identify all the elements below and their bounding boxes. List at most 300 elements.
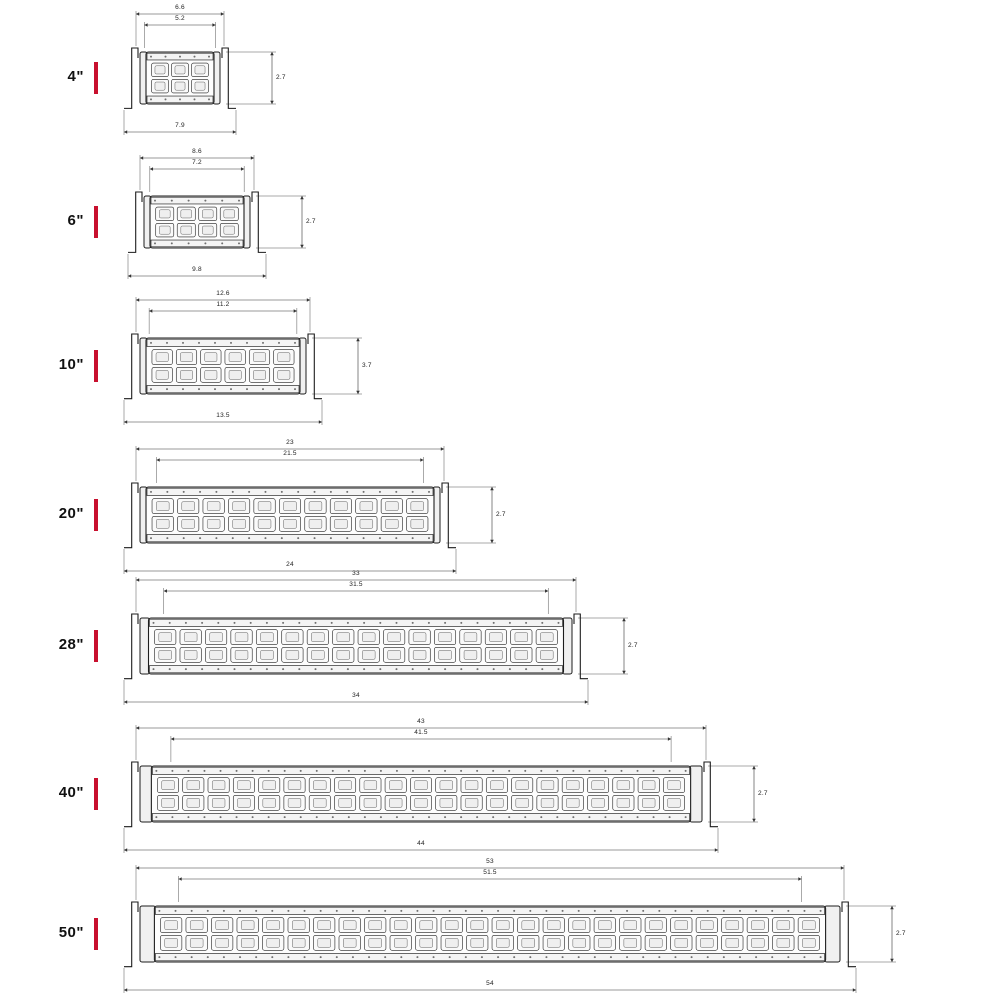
mounting-bracket [124,762,138,827]
led-reflector [284,519,297,528]
led-reflector [364,781,377,790]
led-optic [177,223,195,237]
screw [179,98,181,100]
led-reflector [216,938,229,947]
led-reflector [547,921,560,930]
dimension-height: 2.7 [628,642,638,649]
screw [380,816,382,818]
screw [214,342,216,344]
led-optic [274,367,294,382]
led-optic [587,795,608,810]
led-optic [156,223,174,237]
housing [146,487,434,543]
screw [588,816,590,818]
screw [707,956,709,958]
led-optic [225,367,245,382]
led-optic [157,778,178,793]
led-reflector [388,650,401,659]
led-optic [330,516,351,531]
led-reflector [159,633,172,642]
screw [384,956,386,958]
screw [208,56,210,58]
screw [739,956,741,958]
led-reflector [175,82,185,90]
mounting-bracket [222,48,236,108]
screw [284,770,286,772]
screw [150,342,152,344]
screw [476,816,478,818]
led-reflector [675,938,688,947]
screw [165,98,167,100]
screw [578,910,580,912]
screw [171,242,173,244]
screw [166,342,168,344]
dimension-top-inner: 51.5 [483,869,497,876]
led-optic [383,630,404,645]
led-reflector [566,798,579,807]
screw [252,770,254,772]
led-optic [284,795,305,810]
screw [481,956,483,958]
led-reflector [202,210,213,218]
screw [562,910,564,912]
screw [368,910,370,912]
screw [346,491,348,493]
screw [508,816,510,818]
led-optic [390,918,411,933]
led-optic [467,935,488,950]
led-optic [155,630,176,645]
screw [820,956,822,958]
led-optic [511,630,532,645]
screw [669,770,671,772]
end-cap-right [243,196,250,248]
screw [525,668,527,670]
led-optic [663,795,684,810]
screw [653,816,655,818]
led-optic [201,350,221,365]
dimension-bottom: 44 [417,840,425,847]
screw [330,491,332,493]
row-accent-mark [94,206,98,238]
led-optic [237,935,258,950]
led-optic [536,630,557,645]
led-optic [536,647,557,662]
housing [151,766,690,822]
mounting-bracket [308,334,322,399]
led-optic [773,935,794,950]
led-optic [385,778,406,793]
screw [540,770,542,772]
led-reflector [190,921,203,930]
screw [150,491,152,493]
screw [525,622,527,624]
screw [557,622,559,624]
led-reflector [726,921,739,930]
screw [221,242,223,244]
led-reflector [286,633,299,642]
screw [298,668,300,670]
screw [230,388,232,390]
led-optic [460,647,481,662]
led-reflector [617,781,630,790]
led-reflector [278,370,290,379]
led-optic [262,935,283,950]
led-optic [199,207,217,221]
screw [492,770,494,772]
led-optic [537,795,558,810]
screw [271,910,273,912]
screw [183,537,185,539]
led-reflector [165,921,178,930]
led-optic [313,935,334,950]
screw [171,816,173,818]
led-reflector [180,370,192,379]
led-optic [157,795,178,810]
screw [336,956,338,958]
led-optic [512,778,533,793]
led-optic [407,499,428,514]
screw [217,622,219,624]
led-optic [356,499,377,514]
led-reflector [253,370,265,379]
led-reflector [491,798,504,807]
led-optic [383,647,404,662]
led-reflector [229,353,241,362]
dimension-top-outer: 23 [286,439,294,446]
screw [236,770,238,772]
screw [497,910,499,912]
led-optic [231,647,252,662]
housing [146,52,214,104]
led-reflector [415,798,428,807]
mounting-bracket [124,48,138,108]
led-reflector [369,938,382,947]
end-cap-left [140,52,147,104]
screw [238,200,240,202]
screw [223,956,225,958]
screw [433,956,435,958]
led-reflector [445,938,458,947]
screw [363,668,365,670]
led-optic [205,630,226,645]
led-optic [381,516,402,531]
led-optic [671,935,692,950]
led-reflector [311,633,324,642]
mounting-bracket [124,902,138,967]
led-reflector [229,370,241,379]
end-cap-left [140,906,155,962]
led-reflector [515,633,528,642]
screw [416,956,418,958]
led-reflector [385,519,398,528]
led-optic [305,516,326,531]
led-optic [518,918,539,933]
row-size-label: 20" [58,505,84,522]
screw [626,956,628,958]
bottom-rail [151,240,243,247]
screw [685,816,687,818]
screw [449,956,451,958]
screw [460,770,462,772]
screw [268,816,270,818]
row-accent-mark [94,350,98,382]
led-reflector [181,210,192,218]
led-reflector [267,938,280,947]
led-optic [613,778,634,793]
end-cap-right [825,906,840,962]
led-reflector [413,633,426,642]
screw [150,537,152,539]
top-rail [151,197,243,204]
screw [294,388,296,390]
led-reflector [182,502,195,511]
led-optic [381,499,402,514]
led-optic [339,918,360,933]
led-optic [220,223,238,237]
led-optic [486,795,507,810]
screw [556,770,558,772]
screw [166,388,168,390]
led-reflector [515,650,528,659]
led-reflector [207,502,220,511]
led-optic [237,918,258,933]
screw [347,668,349,670]
end-cap-right [562,618,572,674]
screw [217,668,219,670]
led-reflector [360,519,373,528]
led-reflector [649,921,662,930]
led-optic [441,935,462,950]
screw [194,56,196,58]
screw [150,388,152,390]
screw [314,537,316,539]
led-reflector [540,633,553,642]
led-optic [360,795,381,810]
led-optic [256,647,277,662]
led-optic [180,647,201,662]
bottom-rail [147,96,213,103]
led-reflector [156,519,169,528]
led-reflector [411,502,424,511]
led-optic [722,935,743,950]
screw [363,622,365,624]
led-reflector [726,938,739,947]
screw [154,200,156,202]
led-reflector [207,519,220,528]
led-reflector [411,519,424,528]
screw [545,956,547,958]
led-optic [309,795,330,810]
led-optic [360,778,381,793]
screw [820,910,822,912]
led-optic [562,795,583,810]
screw [395,491,397,493]
led-reflector [205,353,217,362]
screw [158,956,160,958]
bottom-rail [147,535,433,542]
screw [588,770,590,772]
screw [281,537,283,539]
screw [255,956,257,958]
end-cap-right [299,338,306,394]
screw [642,910,644,912]
light-bar-graphic [124,483,456,548]
light-bar-graphic [124,902,856,967]
screw [364,816,366,818]
led-reflector [369,921,382,930]
screw [771,910,773,912]
screw [465,956,467,958]
housing [154,906,825,962]
led-reflector [309,519,322,528]
screw [379,668,381,670]
led-optic [537,778,558,793]
screw [620,770,622,772]
led-reflector [181,226,192,234]
end-cap-left [140,766,152,822]
screw [185,668,187,670]
screw [465,910,467,912]
screw [787,910,789,912]
dimension-top-inner: 21.5 [283,450,297,457]
led-optic [416,918,437,933]
led-optic [339,935,360,950]
led-optic [330,499,351,514]
led-reflector [292,938,305,947]
led-reflector [235,633,248,642]
led-optic [587,778,608,793]
led-reflector [415,781,428,790]
led-reflector [489,650,502,659]
light-bar-graphic [124,334,322,399]
screw [803,956,805,958]
screw [234,622,236,624]
led-optic [233,778,254,793]
screw [460,816,462,818]
led-optic [288,918,309,933]
led-optic [562,778,583,793]
screw [669,816,671,818]
screw [282,622,284,624]
led-reflector [394,921,407,930]
led-optic [511,647,532,662]
dimension-bottom: 9.8 [192,266,202,273]
screw [300,770,302,772]
screw [379,491,381,493]
led-reflector [263,798,276,807]
led-optic [305,499,326,514]
led-optic [284,778,305,793]
led-optic [282,630,303,645]
led-reflector [465,781,478,790]
screw [529,956,531,958]
screw [264,537,266,539]
screw [171,770,173,772]
top-rail [147,488,433,495]
led-optic [486,778,507,793]
led-reflector [238,798,251,807]
screw [412,622,414,624]
led-reflector [566,781,579,790]
end-cap-right [433,487,440,543]
led-reflector [675,921,688,930]
bottom-rail [152,814,689,821]
led-optic [274,350,294,365]
led-optic [696,918,717,933]
screw [620,816,622,818]
led-optic [203,516,224,531]
screw [191,956,193,958]
led-optic [485,630,506,645]
led-optic [645,935,666,950]
screw [674,910,676,912]
screw [545,910,547,912]
screw [304,910,306,912]
screw [179,56,181,58]
led-reflector [541,781,554,790]
led-optic [262,918,283,933]
led-optic [152,79,169,93]
screw [604,770,606,772]
led-reflector [235,650,248,659]
led-optic [152,499,173,514]
led-optic [696,935,717,950]
mounting-bracket [842,902,856,967]
led-optic [461,778,482,793]
led-optic [613,795,634,810]
screw [248,537,250,539]
top-rail [147,339,299,346]
led-reflector [751,938,764,947]
row-accent-mark [94,778,98,810]
led-optic [199,223,217,237]
led-reflector [159,650,172,659]
led-reflector [668,781,681,790]
screw [476,668,478,670]
led-reflector [339,798,352,807]
screw [287,956,289,958]
led-optic [231,630,252,645]
row-size-label: 4" [67,68,84,85]
screw [250,668,252,670]
screw [297,491,299,493]
screw [207,956,209,958]
led-optic [152,350,172,365]
led-reflector [540,650,553,659]
led-optic [390,935,411,950]
led-optic [183,778,204,793]
screw [223,910,225,912]
screw [594,910,596,912]
dimension-top-inner: 5.2 [175,15,185,22]
screw [239,956,241,958]
screw [215,491,217,493]
dimension-top-inner: 7.2 [192,159,202,166]
led-reflector [190,938,203,947]
screw [755,956,757,958]
screw [412,668,414,670]
screw [380,770,382,772]
led-optic [279,516,300,531]
screw [204,242,206,244]
dimension-bottom: 34 [352,692,360,699]
screw [384,910,386,912]
dimension-height: 2.7 [306,218,316,225]
screw [363,491,365,493]
led-reflector [388,633,401,642]
led-optic [186,935,207,950]
